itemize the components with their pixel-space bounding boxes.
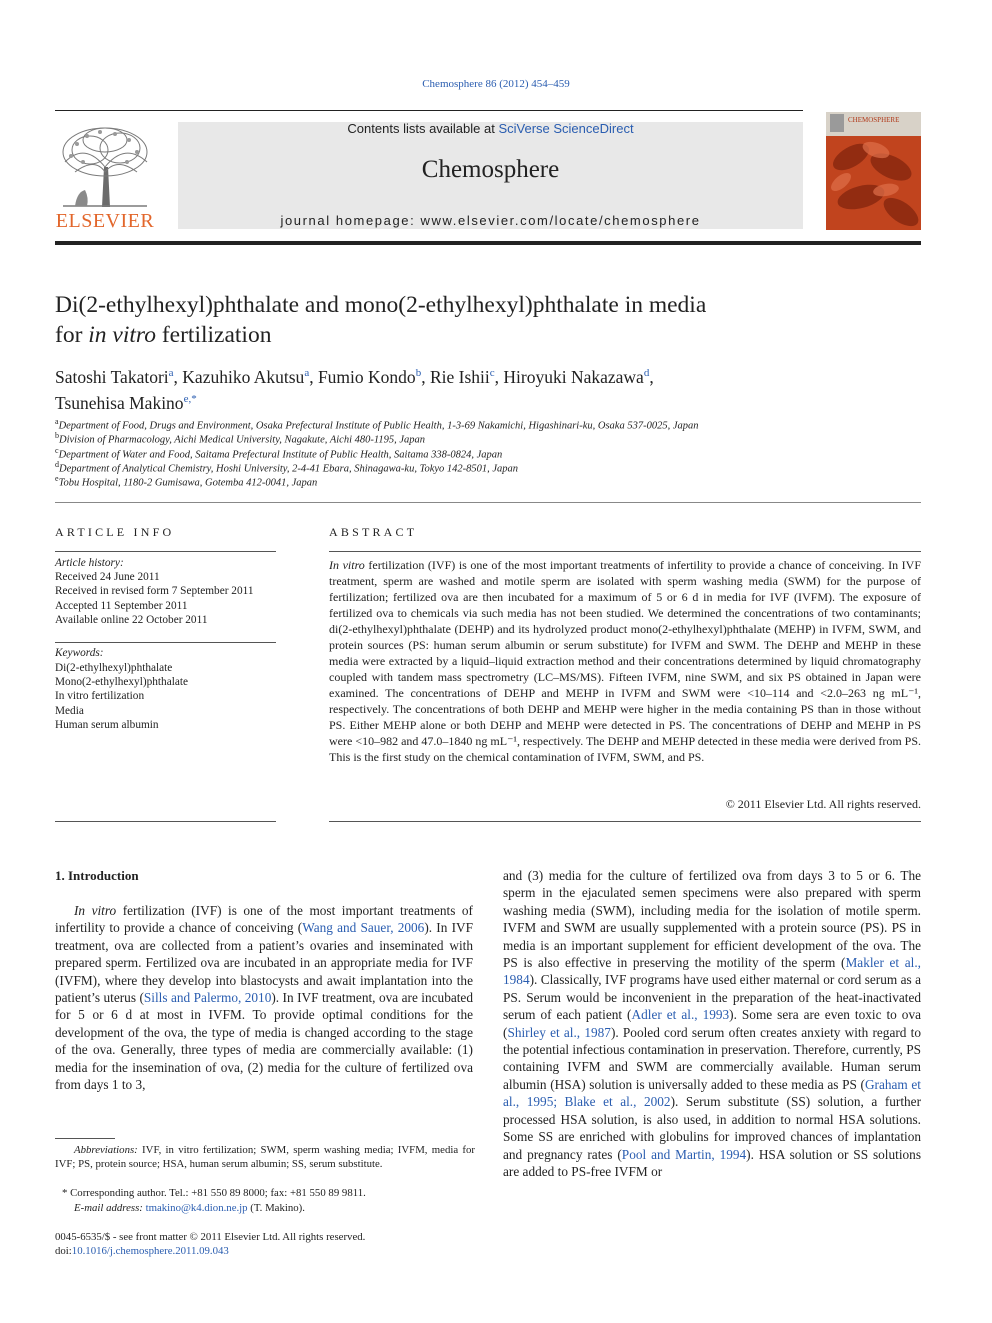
abstract-body: In vitro fertilization (IVF) is one of the most important treatments of infertility to provide a chance of conceiving. In IVF treatment, sperm are washed and motile sperm are isolated with sperm washing media (SWM) for the purpose of fertilization; fertilized ova are then incubated for a maximum of 5 or 6 d in media for IVF (IVFM). The exposure of fertilized ova to chemicals via such media has not been studied. We determined the concentrations of two contaminants; di(2-ethylhexyl)phthalate (DEHP) and its hydrolyzed product mono(2-ethylhexyl)phthalate (MEHP) in IVFM, SWM, and protein sources (PS: human serum albumin or serum substitute) for IVFM and SWM. The DEHP and MEHP in these media were extracted by a liquid–liquid extraction method and their concentrations determined by liquid chromatography coupled with tandem mass spectrometry (LC–MS/MS). Fifteen IVFM, nine SWM, and six PS obtained in Japan were examined. The concentrations of DEHP and MEHP in IVFM and SWM were <10–114 and <2.0–263 ng mL⁻¹, respectively. The concentrations of both DEHP and MEHP were higher in the media containing PS than in those without PS. Either MEHP alone or both DEHP and MEHP were detected in PS. The concentrations of DEHP and MEHP in PS were <10–982 and 47.0–1840 ng mL⁻¹, respectively. The DEHP and MEHP detected in these media were derived from PS. This is the first study on the chemical contamination of IVFM, SWM, and PS. (329, 558, 922, 764)
author-name: Kazuhiko Akutsu (182, 366, 305, 387)
elsevier-tree-logo (55, 122, 155, 210)
affiliation: $^e$Tobu Hospital, 1180-2 Gumisawa, Gotemba 412-0041, Japan (55, 474, 318, 489)
abstract-bottom-rule (329, 821, 921, 822)
history-item: Available online 22 October 2011 (55, 614, 208, 626)
issn-line: 0045-6535/$ - see front matter © 2011 Elsevier Ltd. All rights reserved. (55, 1231, 366, 1243)
corresponding-author: * Corresponding author. Tel.: +81 550 89 8000; fax: +81 550 89 9811. (62, 1187, 366, 1199)
reference-link[interactable]: Adler et al., 1993 (631, 1007, 730, 1023)
introduction-heading: 1. Introduction (55, 868, 139, 883)
doi-link[interactable]: 10.1016/j.chemosphere.2011.09.043 (71, 1245, 229, 1257)
author-name: Hiroyuki Nakazawa (503, 366, 644, 387)
contents-available: Contents lists available at SciVerse ScienceDirect (347, 121, 634, 136)
history-item: Accepted 11 September 2011 (55, 600, 188, 612)
elsevier-wordmark: ELSEVIER (55, 210, 155, 232)
reference-link[interactable]: Makler et al., 1984 (503, 955, 921, 988)
cover-title: CHEMOSPHERE (848, 116, 900, 124)
reference-link[interactable]: Sills and Palermo, 2010 (143, 990, 272, 1006)
keywords-rule (55, 642, 276, 643)
affiliation: $^a$Department of Food, Drugs and Environment, Osaka Prefectural Institute of Public Health, 1-3-69 Nakamichi, Higashinari-ku, Osaka 537-0025, Japan (55, 417, 699, 432)
history-item: Received in revised form 7 September 2011 (55, 585, 254, 597)
sciencedirect-link[interactable]: SciVerse ScienceDirect (498, 121, 634, 136)
reference-link[interactable]: Graham et al., 1995; Blake et al., 2002 (503, 1076, 921, 1110)
keywords-label: Keywords: (55, 647, 104, 659)
email-footnote: E-mail address: tmakino@k4.dion.ne.jp (T. Makino). (74, 1202, 305, 1214)
header-rule-bottom (55, 241, 921, 245)
doi-line: doi:10.1016/j.chemosphere.2011.09.043 (55, 1245, 229, 1257)
journal-cover-thumbnail (826, 112, 921, 230)
journal-homepage[interactable]: journal homepage: www.elsevier.com/locate/chemosphere (280, 213, 701, 228)
keyword: Human serum albumin (55, 719, 159, 731)
journal-name: Chemosphere (421, 156, 560, 183)
author-name: Tsunehisa Makino (55, 392, 184, 413)
author-list: Satoshi Takatori$^a$, Kazuhiko Akutsu$^a$, Fumio Kondo$^b$, Rie Ishii$^c$, Hiroyuki Nakazawa$^d$, Tsunehisa Makino$^{e,*}$ (55, 366, 654, 413)
affiliation: $^b$Division of Pharmacology, Aichi Medical University, Nagakute, Aichi 480-1195, Japan (55, 431, 425, 446)
journal-citation[interactable]: Chemosphere 86 (2012) 454–459 (422, 78, 570, 90)
author-name: Satoshi Takatori (55, 366, 169, 387)
article-info-bottom-rule (55, 821, 276, 822)
keyword: In vitro fertilization (55, 690, 145, 702)
reference-link[interactable]: Shirley et al., 1987 (507, 1024, 611, 1040)
author-name: Fumio Kondo (317, 366, 416, 387)
abbreviations-footnote: Abbreviations: IVF, in vitro fertilization; SWM, sperm washing media; IVFM, media for IVF; PS, protein source; HSA, human serum albumin; SS, serum substitute. (55, 1144, 475, 1170)
body-column-left: In vitro fertilization (IVF) is one of the most important treatments of infertility to provide a chance of conceiving (Wang and Sauer, 2006). In IVF treatment, ova are collected from a patient’s ovaries and inseminated with prepared sperm. Fertilized ova are incubated in an appropriate media for IVF (IVFM), where they develop into blastocysts and await implantation into the patient’s uterus (Sills and Palermo, 2010). In IVF treatment, ova are incubated for 5 or 6 d at most in IVFM. To provide optimal conditions for the development of the ova, the type of media is changed according to the stage of the ova. Generally, three types of media are commercially available: (1) media for the insemination of ova, (2) media for the culture of fertilized ova from days 1 to 3, (55, 903, 473, 1093)
article-info-heading: ARTICLE INFO (55, 525, 175, 539)
email-link[interactable]: tmakino@k4.dion.ne.jp (145, 1202, 248, 1214)
author-name: Rie Ishii (429, 366, 490, 387)
abstract-copyright: © 2011 Elsevier Ltd. All rights reserved. (725, 797, 921, 811)
affiliation: $^d$Department of Analytical Chemistry, Hoshi University, 2-4-41 Ebara, Shinagawa-ku, Tokyo 142-8501, Japan (55, 460, 519, 475)
affiliation-rule (55, 502, 921, 503)
affiliation: $^c$Department of Water and Food, Saitama Prefectural Institute of Public Health, Saitama 338-0824, Japan (55, 446, 503, 461)
keyword: Media (55, 705, 84, 717)
header-rule-top (55, 110, 803, 111)
keyword: Di(2-ethylhexyl)phthalate (55, 662, 173, 674)
history-label: Article history: (55, 557, 124, 569)
keyword: Mono(2-ethylhexyl)phthalate (55, 676, 189, 688)
article-title: Di(2-ethylhexyl)phthalate and mono(2-ethylhexyl)phthalate in media for in vitro fertilization (55, 292, 707, 348)
article-info-rule (55, 551, 276, 552)
footnote-rule (55, 1138, 115, 1139)
reference-link[interactable]: Pool and Martin, 1994 (621, 1146, 747, 1162)
history-item: Received 24 June 2011 (55, 571, 160, 583)
abstract-rule (329, 551, 921, 552)
body-column-right: and (3) media for the culture of fertilized ova from days 3 to 5 or 6. The sperm in the ejaculated semen specimens were also prepared with sperm washing media (SWM), including media for the isolation of motile sperm. IVFM and SWM are usually supplemented with a protein source (PS). PS in media is an important supplement for efficient development of the ova. The PS is also effective in preserving the motility of the sperm (Makler et al., 1984). Classically, IVF programs have used either maternal or cord serum as a PS. Serum would be inconvenient in the preparation of the heat-inactivated serum of each patient (Adler et al., 1993). Some sera are even toxic to ova (Shirley et al., 1987). Pooled cord serum often creates anxiety with regard to the potential infectious contamination in preservation. Therefore, currently, PS containing IVFM and SWM are commercially available. Human serum albumin (HSA) solution is universally added to these media as PS (Graham et al., 1995; Blake et al., 2002). Serum substitute (SS) solution, a further processed HSA solution, is also used, in addition to normal HSA solutions. Some SS are enriched with globulins for improved chances of implantation and pregnancy rates (Pool and Martin, 1994). HSA solution or SS solutions are added to PS-free IVFM or (503, 868, 922, 1179)
reference-link[interactable]: Wang and Sauer, 2006 (302, 920, 425, 936)
abstract-heading: ABSTRACT (329, 525, 418, 539)
